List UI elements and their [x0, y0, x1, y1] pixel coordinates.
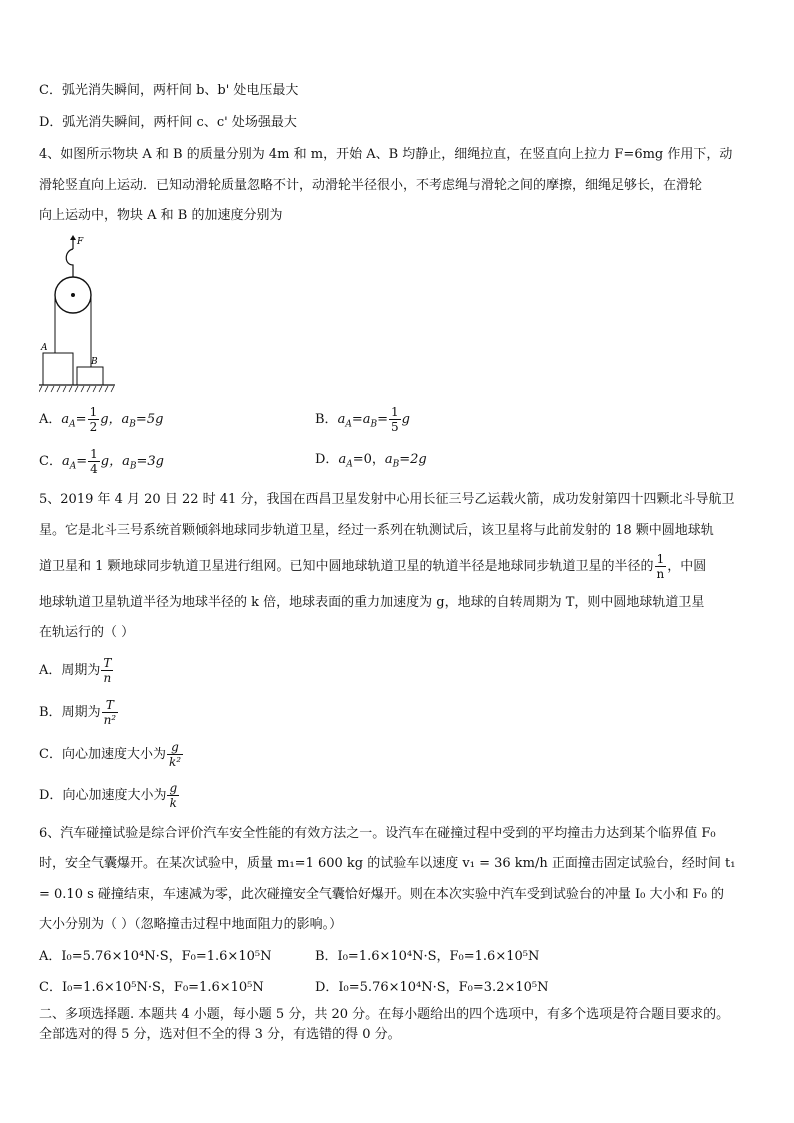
q6-option-b[interactable]: B．I₀=1.6×10⁴N·S，F₀=1.6×10⁵N [315, 949, 540, 964]
block-a-label: A [41, 343, 48, 353]
q5-option-d[interactable]: D．向心加速度大小为 $\frac{g}{k}$ [39, 781, 178, 810]
fraction: $\frac{1}{5}$ [391, 405, 399, 434]
q6-option-d[interactable]: D．I₀=5.76×10⁴N·S，F₀=3.2×10⁵N [315, 980, 549, 995]
q4-option-a[interactable]: A．$a_A=$ $\frac{1}{2}$ g，$a_B=5g$ [39, 405, 164, 434]
q6-stem-line1: 6、汽车碰撞试验是综合评价汽车安全性能的有效方法之一。设汽车在碰撞过程中受到的平均撞击力达到某个临界值 F₀ [39, 826, 716, 841]
q5-option-b[interactable]: B．周期为 $\frac{T}{\text{n²}}$ [39, 698, 117, 727]
section2-heading-line2: 全部选对的得 5 分，选对但不全的得 3 分，有选错的得 0 分。 [39, 1027, 401, 1042]
fraction: $\frac{1}{2}$ [89, 405, 98, 434]
q4-option-d[interactable]: D．$a_A=0$，$a_B=2g$ [315, 452, 427, 470]
block-b-label: B [91, 357, 98, 367]
q4-stem-line3: 向上运动中，物块 A 和 B 的加速度分别为 [39, 208, 283, 223]
q4-stem-line2: 滑轮竖直向上运动．已知动滑轮质量忽略不计，动滑轮半径很小，不考虑绳与滑轮之间的摩擦，细绳足够长，在滑轮 [39, 178, 703, 193]
force-label: F [77, 237, 84, 247]
q4-option-b[interactable]: B．$a_A=a_B=$ $\frac{1}{5}$ g [315, 405, 410, 434]
q4-stem-line1: 4、如图所示物块 A 和 B 的质量分别为 4m 和 m，开始 A、B 均静止，细绳拉直，在竖直向上拉力 F=6mg 作用下，动 [39, 147, 733, 162]
q6-option-a[interactable]: A．I₀=5.76×10⁴N·S，F₀=1.6×10⁵N [39, 949, 272, 964]
q6-stem-line4: 大小分别为（ ）（忽略撞击过程中地面阻力的影响。） [39, 917, 343, 932]
pulley-figure [39, 235, 119, 395]
q5-stem-line3: 道卫星和 1 颗地球同步轨道卫星进行组网。已知中圆地球轨道卫星的轨道半径是地球同步轨道卫星的半径的 $\frac{1}{n}$ ，中圆 [39, 552, 707, 581]
q4-option-c[interactable]: C．$a_A=$ $\frac{1}{4}$ g，$a_B=3g$ [39, 447, 164, 476]
q5-option-a[interactable]: A．周期为 $\frac{T}{n}$ [39, 656, 112, 685]
section2-heading-line1: 二、多项选择题. 本题共 4 小题，每小题 5 分，共 20 分。在每小题给出的四个选项中，有多个选项是符合题目要求的。 [39, 1007, 730, 1022]
q5-stem-line4: 地球轨道卫星轨道半径为地球半径的 k 倍，地球表面的重力加速度为 g，地球的自转周期为 T，则中圆地球轨道卫星 [39, 595, 705, 610]
q6-stem-line3: = 0.10 s 碰撞结束，车速减为零，此次碰撞安全气囊恰好爆开。则在本次实验中汽车受到试验台的冲量 I₀ 大小和 F₀ 的 [39, 887, 725, 902]
q5-option-c[interactable]: C．向心加速度大小为 $\frac{g}{\text{k²}}$ [39, 740, 182, 769]
fraction: $\frac{1}{4}$ [90, 447, 98, 476]
q3-option-c: C．弧光消失瞬间，两杆间 b、b' 处电压最大 [39, 83, 299, 98]
q6-stem-line2: 时，安全气囊爆开。在某次试验中，质量 m₁=1 600 kg 的试验车以速度 v₁ = 36 km/h 正面撞击固定试验台，经时间 t₁ [39, 856, 736, 871]
q5-stem-line5: 在轨运行的（ ） [39, 625, 135, 640]
q5-stem-line1: 5、2019 年 4 月 20 日 22 时 41 分，我国在西昌卫星发射中心用长征三号乙运载火箭，成功发射第四十四颗北斗导航卫 [39, 492, 735, 507]
q5-stem-line2: 星。它是北斗三号系统首颗倾斜地球同步轨道卫星，经过一系列在轨测试后，该卫星将与此前发射的 18 颗中圆地球轨 [39, 523, 714, 538]
fraction: $\frac{1}{n}$ [656, 552, 665, 581]
q6-option-c[interactable]: C．I₀=1.6×10⁵N·S，F₀=1.6×10⁵N [39, 980, 264, 995]
q3-option-d: D．弧光消失瞬间，两杆间 c、c' 处场强最大 [39, 115, 297, 130]
